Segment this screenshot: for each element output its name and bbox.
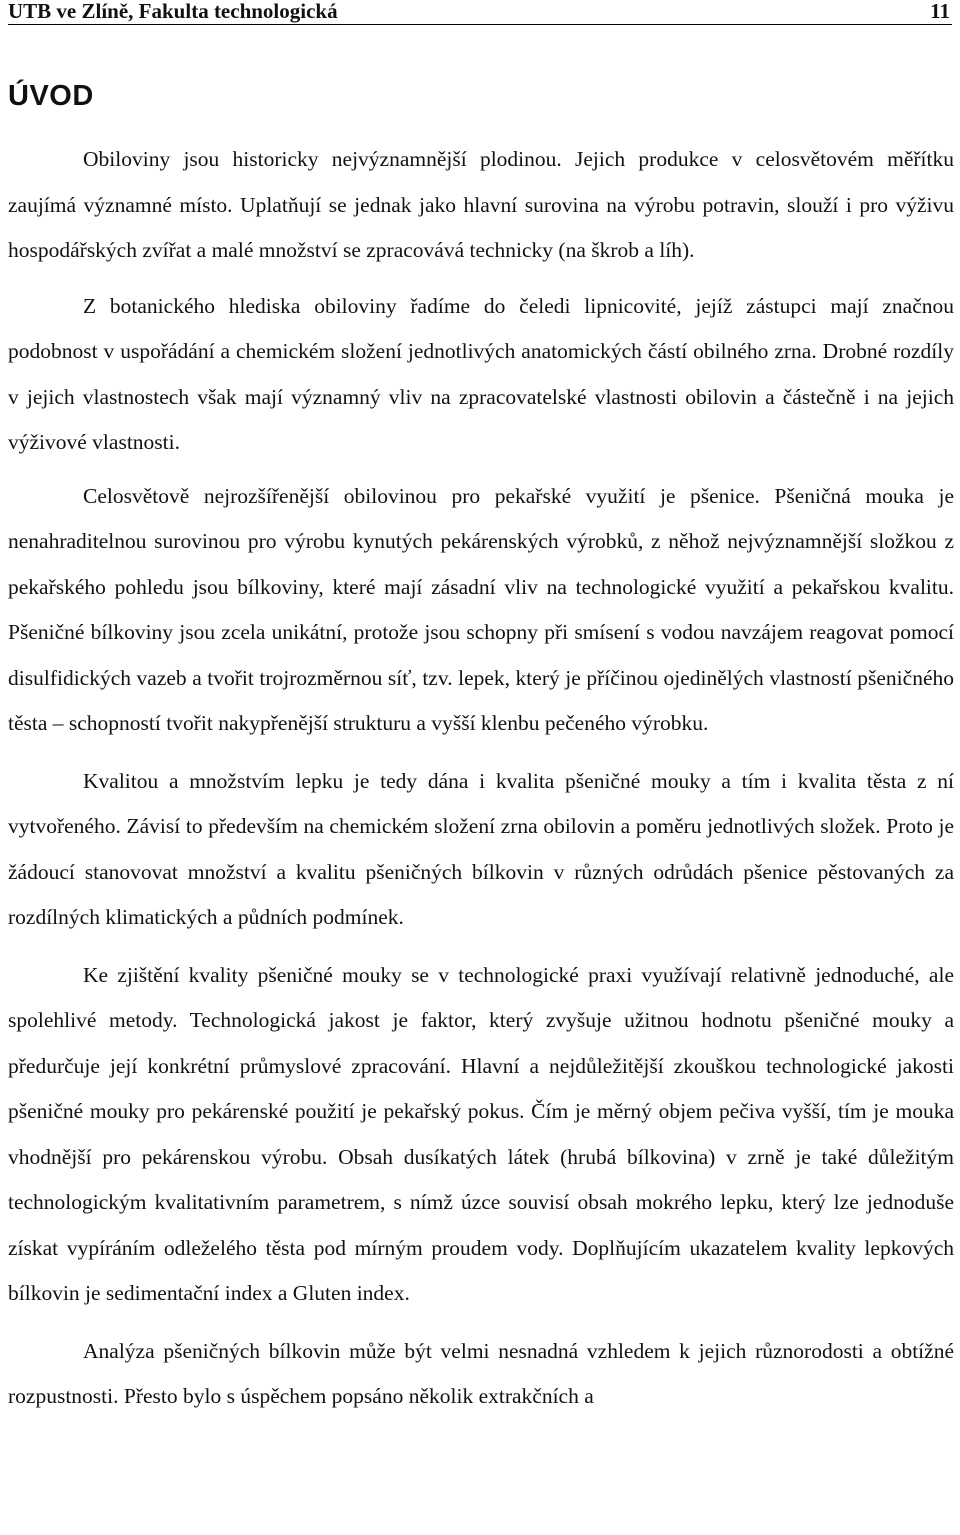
paragraph: Ke zjištění kvality pšeničné mouky se v technologické praxi využívají relativně jednoduché, ale spolehlivé metody. Technologická jakost je faktor, který zvyšuje užitnou hodnotu pšeničné mouky a předurčuje její konkrétní průmyslové zpracování. Hlavní a nejdůležitější zkouškou technologické jakosti pšeničné mouky pro pekárenské použití je pekařský pokus. Čím je měrný objem pečiva vyšší, tím je mouka vhodnější pro pekárenskou výrobu. Obsah dusíkatých látek (hrubá bílkovina) v zrně je také důležitým technologickým kvalitativním parametrem, s nímž úzce souvisí obsah mokrého lepku, který lze jednoduše získat vypíráním odleželého těsta pod mírným proudem vody. Doplňujícím ukazatelem kvality lepkových bílkovin je sedimentační index a Gluten index. xyxy=(8,962,954,1305)
paragraph: Z botanického hlediska obiloviny řadíme do čeledi lipnicovité, jejíž zástupci mají značnou podobnost v uspořádání a chemickém složení jednotlivých anatomických částí obilného zrna. Drobné rozdíly v jejich vlastnostech však mají významný vliv na zpracovatelské vlastnosti obilovin a částečně i na jejich výživové vlastnosti. xyxy=(8,293,954,454)
page-number: 11 xyxy=(930,0,950,23)
paragraph: Analýza pšeničných bílkovin může být velmi nesnadná vzhledem k jejich různorodosti a obtížné rozpustnosti. Přesto bylo s úspěchem popsáno několik extrakčních a xyxy=(8,1338,954,1408)
section-heading: ÚVOD xyxy=(8,80,94,112)
body-text xyxy=(8,137,954,1432)
header-institution: UTB ve Zlíně, Fakulta technologická xyxy=(8,0,338,23)
paragraph: Obiloviny jsou historicky nejvýznamnější plodinou. Jejich produkce v celosvětovém měřítku zaujímá významné místo. Uplatňují se jednak jako hlavní surovina na výrobu potravin, slouží i pro výživu hospodářských zvířat a malé množství se zpracovává technicky (na škrob a líh). xyxy=(8,147,954,262)
paragraph: Kvalitou a množstvím lepku je tedy dána i kvalita pšeničné mouky a tím i kvalita těsta z ní vytvořeného. Závisí to především na chemickém složení zrna obilovin a poměru jednotlivých složek. Proto je žádoucí stanovovat množství a kvalitu pšeničných bílkovin v různých odrůdách pšenice pěstovaných za rozdílných klimatických a půdních podmínek. xyxy=(8,768,954,929)
running-header xyxy=(8,0,952,25)
paragraph: Celosvětově nejrozšířenější obilovinou pro pekařské využití je pšenice. Pšeničná mouka je nenahraditelnou surovinou pro výrobu kynutých pekárenských výrobků, z něhož nejvýznamnější složkou z pekařského pohledu jsou bílkoviny, které mají zásadní vliv na technologické využití a pekařskou kvalitu. Pšeničné bílkoviny jsou zcela unikátní, protože jsou schopny při smísení s vodou navzájem reagovat pomocí disulfidických vazeb a tvořit trojrozměrnou síť, tzv. lepek, který je příčinou ojedinělých vlastností pšeničného těsta – schopností tvořit nakypřenější strukturu a vyšší klenbu pečeného výrobku. xyxy=(8,483,954,735)
